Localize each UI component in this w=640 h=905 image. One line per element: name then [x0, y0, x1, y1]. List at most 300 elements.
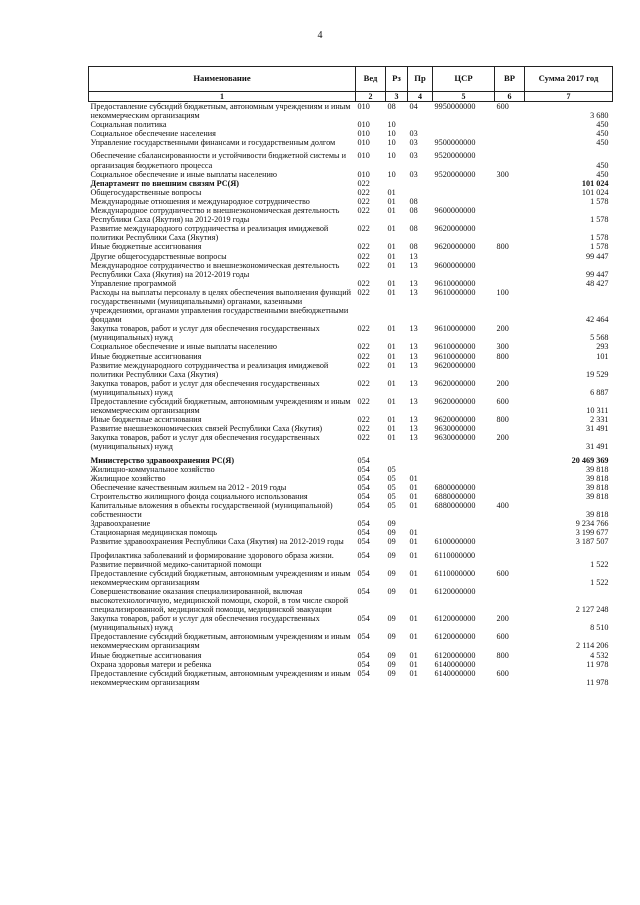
- cell-name: Министерство здравоохранения РС(Я): [90, 455, 235, 465]
- cell-name: Закупка товаров, работ и услуг для обеспечения государственных (муниципальных) нужд: [90, 324, 320, 343]
- cell-csr: 6880000000: [434, 491, 476, 501]
- table-row: [89, 242, 613, 251]
- table-body: [89, 102, 613, 687]
- cell-sum: 39 818: [585, 464, 609, 474]
- cell-csr: 6880000000: [434, 501, 476, 511]
- cell-csr: [433, 452, 495, 465]
- cell-pr: 01: [409, 482, 418, 492]
- cell-vr: [495, 129, 525, 138]
- cell-ved: 022: [357, 433, 370, 443]
- cell-csr: 9610000000: [434, 351, 476, 361]
- cell-csr: 9620000000: [434, 242, 476, 252]
- table-row: [89, 206, 613, 224]
- cell-pr: 03: [409, 138, 418, 148]
- cell-name: Социальное обеспечение и иные выплаты населению: [90, 342, 277, 352]
- cell-sum: 1 578: [590, 242, 609, 252]
- cell-sum: 99 447: [585, 269, 609, 279]
- cell-pr: 01: [409, 528, 418, 538]
- cell-pr: 13: [409, 324, 418, 334]
- table-row: [89, 179, 613, 188]
- cell-name: Предоставление субсидий бюджетным, автономным учреждениям и иным некоммерческим организациям: [90, 668, 351, 687]
- cell-ved: 054: [357, 632, 370, 642]
- cell-rz: 08: [387, 102, 396, 111]
- cell-rz: 05: [387, 501, 396, 511]
- cell-ved: 022: [357, 260, 370, 270]
- cell-csr: 9620000000: [434, 224, 476, 234]
- cell-vr: [495, 188, 525, 197]
- cell-name: Иные бюджетные ассигнования: [90, 242, 202, 252]
- header-pr: Пр: [408, 67, 433, 92]
- cell-ved: 054: [357, 659, 370, 669]
- cell-pr: 01: [409, 586, 418, 596]
- cell-csr: 9620000000: [434, 378, 476, 388]
- table-row: [89, 352, 613, 361]
- table-row: [89, 651, 613, 660]
- cell-ved: 054: [357, 473, 370, 483]
- cell-sum: 20 469 369: [571, 455, 609, 465]
- cell-sum: 2 114 206: [576, 641, 609, 651]
- table-row: [89, 397, 613, 415]
- cell-pr: 13: [409, 351, 418, 361]
- cell-vr: [495, 465, 525, 474]
- table-row: [89, 288, 613, 324]
- cell-pr: 13: [409, 360, 418, 370]
- cell-pr: 03: [409, 129, 418, 139]
- cell-rz: 09: [387, 550, 396, 560]
- cell-name: Расходы на выплаты персоналу в целях обеспечения выполнения функций государственными (муниципальными) органами, казенными учреждениями, органами управления государственными внебюджетными фондами: [90, 287, 351, 325]
- cell-rz: 01: [387, 206, 396, 216]
- cell-sum: 1 522: [590, 559, 609, 569]
- table-row: [89, 252, 613, 261]
- cell-pr: 08: [409, 206, 418, 216]
- cell-vr: 200: [496, 433, 509, 443]
- table-row: [89, 660, 613, 669]
- cell-sum: 3 199 677: [575, 528, 609, 538]
- cell-sum: 1 522: [590, 577, 609, 587]
- cell-ved: 022: [357, 178, 370, 188]
- cell-pr: 13: [409, 378, 418, 388]
- cell-rz: 09: [387, 519, 396, 529]
- cell-rz: 01: [387, 287, 396, 297]
- cell-name: Развитие международного сотрудничества и реализация имиджевой политики Республики Саха (Якутия): [90, 360, 329, 379]
- cell-name: Иные бюджетные ассигнования: [90, 650, 202, 660]
- cell-sum: 11 978: [586, 677, 609, 687]
- cell-vr: 200: [496, 324, 509, 334]
- table-row: [89, 261, 613, 279]
- cell-rz: 10: [387, 120, 396, 130]
- cell-sum: 4 532: [590, 650, 609, 660]
- cell-name: Совершенствование оказания специализированной, включая высокотехнологичную, медицинской помощи, скорой, в том числе скорой специализированной, медицинской помощи, медицинской эвакуации: [90, 586, 349, 615]
- cell-pr: 03: [409, 169, 418, 179]
- cell-csr: 9600000000: [434, 206, 476, 216]
- cell-vr: [495, 474, 525, 483]
- cell-sum: 48 427: [585, 278, 609, 288]
- cell-name: Обеспечение сбалансированности и устойчивости бюджетной системы и организация бюджетного процесса: [90, 151, 346, 170]
- cell-ved: 010: [357, 151, 370, 161]
- cell-rz: 10: [387, 138, 396, 148]
- cell-name: Закупка товаров, работ и услуг для обеспечения государственных (муниципальных) нужд: [90, 614, 320, 633]
- table-row: [89, 188, 613, 197]
- cell-vr: [495, 492, 525, 501]
- cell-csr: 6120000000: [434, 650, 476, 660]
- cell-name: Жилищное хозяйство: [90, 473, 166, 483]
- cell-vr: [495, 279, 525, 288]
- cell-csr: 9500000000: [434, 138, 476, 148]
- table-row: [89, 324, 613, 342]
- cell-pr: 01: [409, 568, 418, 578]
- cell-ved: 010: [357, 138, 370, 148]
- cell-pr: 01: [409, 550, 418, 560]
- table-row: [89, 361, 613, 379]
- cell-sum: 3 680: [590, 111, 609, 121]
- table-row: [89, 614, 613, 632]
- cell-csr: 6800000000: [434, 482, 476, 492]
- cell-vr: [495, 452, 525, 465]
- cell-ved: 022: [357, 206, 370, 216]
- cell-rz: 01: [387, 351, 396, 361]
- cell-rz: 01: [387, 187, 396, 197]
- cell-rz: 09: [387, 650, 396, 660]
- cell-sum: 19 529: [585, 369, 609, 379]
- cell-ved: 022: [357, 251, 370, 261]
- cell-rz: 10: [387, 169, 396, 179]
- cell-pr: 01: [409, 668, 418, 678]
- cell-vr: 600: [496, 632, 509, 642]
- cell-rz: 01: [387, 242, 396, 252]
- cell-csr: 6100000000: [434, 537, 476, 547]
- cell-sum: 8 510: [590, 623, 609, 633]
- cell-sum: 39 818: [585, 491, 609, 501]
- cell-vr: [495, 537, 525, 546]
- cell-ved: 010: [357, 120, 370, 130]
- cell-rz: 09: [387, 632, 396, 642]
- cell-sum: 42 464: [585, 315, 609, 325]
- cell-csr: 6110000000: [434, 568, 476, 578]
- cell-name: Департамент по внешним связям РС(Я): [90, 178, 240, 188]
- cell-rz: 01: [387, 433, 396, 443]
- cell-ved: 054: [357, 528, 370, 538]
- cell-sum: 6 887: [590, 387, 609, 397]
- table-row: [89, 465, 613, 474]
- column-number: 2: [356, 92, 386, 102]
- table-row: [89, 632, 613, 650]
- cell-sum: 2 331: [590, 415, 609, 425]
- cell-name: Предоставление субсидий бюджетным, автономным учреждениям и иным некоммерческим организациям: [90, 102, 351, 121]
- cell-rz: 01: [387, 224, 396, 234]
- cell-rz: 01: [387, 342, 396, 352]
- cell-csr: 6110000000: [434, 550, 476, 560]
- cell-csr: 9610000000: [434, 342, 476, 352]
- cell-name: Жилищно-коммунальное хозяйство: [90, 464, 215, 474]
- cell-rz: 05: [387, 464, 396, 474]
- cell-name: Предоставление субсидий бюджетным, автономным учреждениям и иным некоммерческим организациям: [90, 568, 351, 587]
- cell-pr: [408, 465, 433, 474]
- cell-vr: 300: [496, 169, 509, 179]
- cell-sum: 450: [596, 138, 609, 148]
- cell-name: Развитие международного сотрудничества и реализация имиджевой политики Республики Саха (Якутия): [90, 224, 329, 243]
- header-rz: Рз: [386, 67, 408, 92]
- cell-sum: 3 187 507: [575, 537, 609, 547]
- cell-ved: 022: [357, 187, 370, 197]
- cell-rz: 01: [387, 397, 396, 406]
- cell-vr: [495, 197, 525, 206]
- cell-ved: 054: [357, 568, 370, 578]
- cell-vr: [495, 138, 525, 147]
- cell-name: Международное сотрудничество и внешнеэкономическая деятельность Республики Саха (Якутия) на 2012-2019 годы: [90, 206, 340, 225]
- cell-csr: 9610000000: [434, 287, 476, 297]
- header-ved: Вед: [356, 67, 386, 92]
- cell-ved: 054: [357, 586, 370, 596]
- cell-pr: 03: [409, 151, 418, 161]
- table-row: [89, 569, 613, 587]
- column-number: 5: [433, 92, 495, 102]
- cell-name: Охрана здоровья матери и ребенка: [90, 659, 212, 669]
- cell-pr: 01: [409, 501, 418, 511]
- cell-name: Другие общегосударственные вопросы: [90, 251, 227, 261]
- cell-vr: [495, 179, 525, 188]
- cell-pr: 08: [409, 196, 418, 206]
- cell-vr: [495, 519, 525, 528]
- cell-csr: [433, 120, 495, 129]
- cell-sum: 450: [596, 120, 609, 130]
- cell-ved: 022: [357, 342, 370, 352]
- cell-vr: [495, 261, 525, 279]
- cell-pr: [408, 120, 433, 129]
- cell-rz: 09: [387, 537, 396, 547]
- cell-csr: 9630000000: [434, 433, 476, 443]
- cell-name: Управление программой: [90, 278, 177, 288]
- cell-ved: 022: [357, 287, 370, 297]
- header-vr: ВР: [495, 67, 525, 92]
- table-row: [89, 669, 613, 687]
- table-row: [89, 197, 613, 206]
- cell-ved: 022: [357, 397, 370, 406]
- cell-sum: 101 024: [581, 178, 609, 188]
- cell-pr: 13: [409, 433, 418, 443]
- cell-vr: [495, 361, 525, 379]
- cell-pr: 13: [409, 278, 418, 288]
- cell-ved: 054: [357, 491, 370, 501]
- cell-vr: 300: [496, 342, 509, 352]
- header-name: Наименование: [89, 67, 356, 92]
- cell-sum: 39 818: [585, 473, 609, 483]
- cell-sum: 1 578: [590, 215, 609, 225]
- column-number: 4: [408, 92, 433, 102]
- cell-sum: 31 491: [585, 424, 609, 434]
- cell-ved: 054: [357, 614, 370, 624]
- cell-csr: 9620000000: [434, 360, 476, 370]
- cell-name: Закупка товаров, работ и услуг для обеспечения государственных (муниципальных) нужд: [90, 433, 320, 452]
- cell-ved: 022: [357, 378, 370, 388]
- cell-name: Управление государственными финансами и государственным долгом: [90, 138, 336, 148]
- cell-name: Социальное обеспечение и иные выплаты населению: [90, 169, 277, 179]
- table-row: [89, 120, 613, 129]
- cell-name: Предоставление субсидий бюджетным, автономным учреждениям и иным некоммерческим организациям: [90, 397, 351, 416]
- cell-csr: 6140000000: [434, 668, 476, 678]
- cell-csr: [433, 179, 495, 188]
- cell-rz: [386, 452, 408, 465]
- cell-csr: 6120000000: [434, 586, 476, 596]
- table-row: [89, 492, 613, 501]
- cell-vr: 800: [496, 242, 509, 252]
- cell-vr: 600: [496, 668, 509, 678]
- cell-pr: 13: [409, 424, 418, 434]
- table-row: [89, 474, 613, 483]
- cell-pr: [408, 452, 433, 465]
- cell-name: Общегосударственные вопросы: [90, 187, 202, 197]
- cell-ved: 022: [357, 196, 370, 206]
- cell-ved: 054: [357, 482, 370, 492]
- cell-rz: 09: [387, 668, 396, 678]
- cell-rz: 01: [387, 324, 396, 334]
- column-number: 7: [525, 92, 613, 102]
- page-number: 4: [317, 30, 323, 41]
- cell-rz: 01: [387, 415, 396, 425]
- table-row: [89, 224, 613, 242]
- cell-ved: 022: [357, 224, 370, 234]
- cell-ved: 022: [357, 360, 370, 370]
- cell-name: Предоставление субсидий бюджетным, автономным учреждениям и иным некоммерческим организациям: [90, 632, 351, 651]
- cell-pr: 13: [409, 287, 418, 297]
- cell-csr: 9620000000: [434, 397, 476, 406]
- table-row: [89, 379, 613, 397]
- cell-name: Стационарная медицинская помощь: [90, 528, 217, 538]
- cell-rz: 10: [387, 129, 396, 139]
- cell-vr: 600: [496, 102, 509, 111]
- cell-rz: 10: [387, 151, 396, 161]
- cell-rz: 01: [387, 251, 396, 261]
- cell-name: Международные отношения и международное сотрудничество: [90, 196, 310, 206]
- cell-pr: 08: [409, 224, 418, 234]
- cell-pr: 01: [409, 473, 418, 483]
- cell-csr: 9620000000: [434, 415, 476, 425]
- cell-name: Закупка товаров, работ и услуг для обеспечения государственных (муниципальных) нужд: [90, 378, 320, 397]
- cell-pr: 04: [409, 102, 418, 111]
- table-row: [89, 528, 613, 537]
- cell-name: Социальное обеспечение населения: [90, 129, 216, 139]
- header-row: [89, 67, 613, 92]
- cell-ved: 054: [357, 455, 370, 465]
- cell-csr: 9520000000: [434, 169, 476, 179]
- cell-ved: 054: [357, 519, 370, 529]
- cell-csr: 9610000000: [434, 324, 476, 334]
- cell-name: Обеспечение качественным жильем на 2012 - 2019 годы: [90, 482, 287, 492]
- table-row: [89, 147, 613, 169]
- column-number-row: [89, 92, 613, 102]
- cell-pr: 01: [409, 537, 418, 547]
- table-row: [89, 501, 613, 519]
- cell-csr: [433, 519, 495, 528]
- column-number: 1: [89, 92, 356, 102]
- cell-rz: 05: [387, 473, 396, 483]
- cell-sum: 99 447: [585, 251, 609, 261]
- cell-rz: 01: [387, 260, 396, 270]
- cell-vr: [495, 660, 525, 669]
- cell-sum: 10 311: [586, 406, 609, 416]
- cell-pr: [408, 519, 433, 528]
- budget-table: [88, 66, 613, 687]
- cell-vr: [495, 547, 525, 569]
- cell-sum: 39 818: [585, 482, 609, 492]
- cell-rz: 09: [387, 614, 396, 624]
- cell-vr: [495, 206, 525, 224]
- column-number: 3: [386, 92, 408, 102]
- cell-ved: 022: [357, 278, 370, 288]
- cell-rz: 01: [387, 424, 396, 434]
- table-row: [89, 129, 613, 138]
- cell-name: Развитие здравоохранения Республики Саха (Якутия) на 2012-2019 годы: [90, 537, 344, 547]
- header-csr: ЦСР: [433, 67, 495, 92]
- cell-rz: 09: [387, 586, 396, 596]
- cell-sum: 450: [596, 129, 609, 139]
- cell-csr: [433, 197, 495, 206]
- cell-name: Строительство жилищного фонда социального использования: [90, 491, 308, 501]
- cell-sum: 1 578: [590, 196, 609, 206]
- cell-ved: 010: [357, 169, 370, 179]
- table-row: [89, 537, 613, 546]
- cell-sum: 293: [596, 342, 609, 352]
- cell-ved: 054: [357, 550, 370, 560]
- table-row: [89, 102, 613, 121]
- cell-pr: 13: [409, 260, 418, 270]
- cell-rz: 01: [387, 278, 396, 288]
- cell-rz: [386, 179, 408, 188]
- cell-sum: 2 127 248: [575, 605, 609, 615]
- cell-rz: 05: [387, 482, 396, 492]
- cell-pr: 01: [409, 632, 418, 642]
- cell-name: Международное сотрудничество и внешнеэкономическая деятельность Республики Саха (Якутия) на 2012-2019 годы: [90, 260, 340, 279]
- cell-name: Социальная политика: [90, 120, 167, 130]
- cell-vr: 100: [496, 287, 509, 297]
- cell-vr: 200: [496, 378, 509, 388]
- table-row: [89, 519, 613, 528]
- cell-sum: 1 578: [590, 233, 609, 243]
- cell-vr: 800: [496, 415, 509, 425]
- cell-vr: [495, 147, 525, 169]
- cell-vr: 600: [496, 568, 509, 578]
- cell-sum: 101 024: [581, 187, 609, 197]
- cell-csr: 6120000000: [434, 614, 476, 624]
- table-row: [89, 587, 613, 614]
- cell-csr: [433, 474, 495, 483]
- cell-rz: 01: [387, 196, 396, 206]
- table-row: [89, 547, 613, 569]
- table-row: [89, 342, 613, 351]
- cell-vr: [495, 120, 525, 129]
- table-row: [89, 279, 613, 288]
- cell-pr: 01: [409, 659, 418, 669]
- cell-csr: [433, 465, 495, 474]
- cell-name: Развитие внешнеэкономических связей Республики Саха (Якутия): [90, 424, 323, 434]
- table-row: [89, 138, 613, 147]
- cell-vr: [495, 252, 525, 261]
- cell-ved: 054: [357, 668, 370, 678]
- cell-sum: 450: [596, 160, 609, 170]
- cell-rz: 01: [387, 360, 396, 370]
- cell-sum: 450: [596, 169, 609, 179]
- cell-csr: 9610000000: [434, 278, 476, 288]
- cell-ved: 010: [357, 129, 370, 139]
- cell-vr: 800: [496, 351, 509, 361]
- cell-csr: 9600000000: [434, 260, 476, 270]
- cell-pr: 13: [409, 342, 418, 352]
- cell-rz: 01: [387, 378, 396, 388]
- cell-vr: [495, 224, 525, 242]
- cell-csr: 6120000000: [434, 632, 476, 642]
- cell-ved: 022: [357, 242, 370, 252]
- cell-csr: [433, 188, 495, 197]
- cell-sum: 9 234 766: [575, 519, 609, 529]
